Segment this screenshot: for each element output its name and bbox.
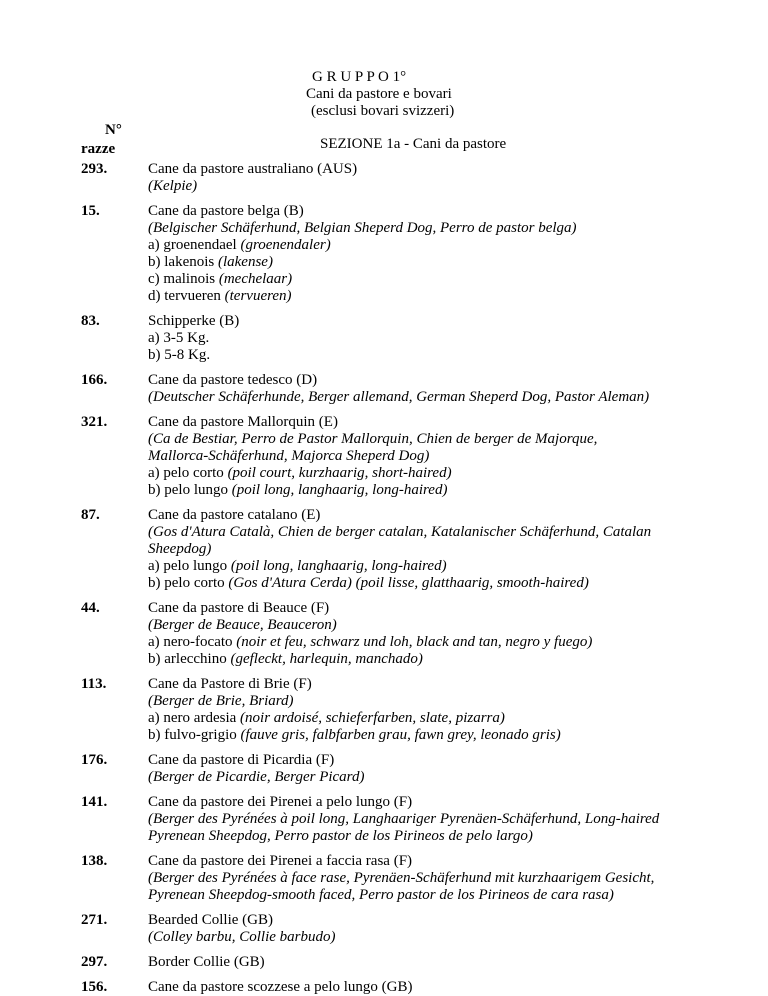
breed-detail-line	[148, 870, 708, 887]
breed-number: 15.	[81, 203, 100, 219]
breed-number: 44.	[81, 600, 100, 616]
breed-description	[148, 752, 708, 786]
breed-number: 138.	[81, 853, 108, 869]
breed-name	[148, 313, 708, 330]
breed-text: Schipperke (B)	[148, 313, 240, 329]
breed-number: 271.	[81, 912, 108, 928]
breed-detail-line	[148, 558, 708, 575]
breed-detail-line	[148, 220, 708, 237]
breed-detail-line	[148, 431, 708, 448]
breed-number: 83.	[81, 313, 100, 329]
breed-translation: (groenendaler)	[240, 237, 331, 253]
breed-description	[148, 600, 708, 668]
breed-name	[148, 954, 708, 971]
breed-detail-line	[148, 330, 708, 347]
group-note: (esclusi bovari svizzeri)	[311, 103, 455, 119]
breed-text: b) lakenois	[148, 254, 218, 270]
group-title: G R U P P O 1°	[312, 69, 407, 85]
breed-translation: (noir ardoisé, schieferfarben, slate, pizarra)	[240, 710, 505, 726]
breed-name	[148, 676, 708, 693]
breed-text: b) 5-8 Kg.	[148, 347, 211, 363]
breed-description	[148, 954, 708, 971]
breed-text: b) fulvo-grigio	[148, 727, 241, 743]
column-header-number: N°	[105, 122, 122, 138]
breed-text: b) arlecchino	[148, 651, 231, 667]
breed-text: b) pelo lungo	[148, 482, 232, 498]
breed-translation: (poil long, langhaarig, long-haired)	[230, 558, 447, 574]
section-title: SEZIONE 1a - Cani da pastore	[320, 136, 507, 152]
breed-text: Border Collie (GB)	[148, 954, 265, 970]
breed-name	[148, 794, 708, 811]
breed-text: Cane da pastore di Beauce (F)	[148, 600, 330, 616]
breed-description	[148, 912, 708, 946]
breed-detail-line	[148, 178, 708, 195]
breed-text: Cane da pastore australiano (AUS)	[148, 161, 358, 177]
breed-text: a) nero ardesia	[148, 710, 241, 726]
breed-detail-line	[148, 575, 708, 592]
breed-name	[148, 372, 708, 389]
breed-translation: (mechelaar)	[218, 271, 293, 287]
breed-detail-line	[148, 448, 708, 465]
breed-text: a) pelo corto	[148, 465, 228, 481]
breed-name	[148, 507, 708, 524]
breed-description	[148, 313, 708, 364]
breed-translation: (Gos d'Atura Català, Chien de berger catalan, Katalanischer Schäferhund, Catalan	[148, 524, 652, 540]
breed-detail-line	[148, 288, 708, 305]
breed-name	[148, 414, 708, 431]
breed-description	[148, 794, 708, 845]
breed-number: 166.	[81, 372, 108, 388]
breed-text: c) malinois	[148, 271, 219, 287]
breed-text: a) 3-5 Kg.	[148, 330, 210, 346]
breed-description	[148, 203, 708, 305]
breed-text: Cane da pastore di Picardia (F)	[148, 752, 335, 768]
breed-detail-line	[148, 634, 708, 651]
breed-detail-line	[148, 237, 708, 254]
breed-description	[148, 507, 708, 592]
breed-name	[148, 912, 708, 929]
breed-translation: (Berger des Pyrénées à face rase, Pyrenäen-Schäferhund mit kurzhaarigem Gesicht,	[148, 870, 655, 886]
breed-detail-line	[148, 828, 708, 845]
breed-translation: (Berger de Picardie, Berger Picard)	[148, 769, 365, 785]
breed-detail-line	[148, 811, 708, 828]
breed-detail-line	[148, 693, 708, 710]
breed-text: Cane da pastore tedesco (D)	[148, 372, 318, 388]
breed-text: Cane da pastore dei Pirenei a faccia rasa (F)	[148, 853, 413, 869]
breed-text: b) pelo corto	[148, 575, 229, 591]
breed-detail-line	[148, 710, 708, 727]
breed-detail-line	[148, 617, 708, 634]
breed-translation: Pyrenean Sheepdog-smooth faced, Perro pastor de los Pirineos de cara rasa)	[148, 887, 614, 903]
breed-translation: (Berger des Pyrénées à poil long, Langhaariger Pyrenäen-Schäferhund, Long-haired	[148, 811, 660, 827]
breed-number: 293.	[81, 161, 108, 177]
breed-name	[148, 161, 708, 178]
breed-text: a) pelo lungo	[148, 558, 231, 574]
breed-detail-line	[148, 271, 708, 288]
breed-translation: (Berger de Brie, Briard)	[148, 693, 294, 709]
breed-text: Cane da Pastore di Brie (F)	[148, 676, 312, 692]
breed-translation: (tervueren)	[224, 288, 292, 304]
breed-text: Cane da pastore belga (B)	[148, 203, 304, 219]
breed-detail-line	[148, 254, 708, 271]
breed-detail-line	[148, 541, 708, 558]
breed-text: Cane da pastore catalano (E)	[148, 507, 321, 523]
breed-description	[148, 372, 708, 406]
breed-name	[148, 752, 708, 769]
breed-translation: (Ca de Bestiar, Perro de Pastor Mallorquin, Chien de berger de Majorque,	[148, 431, 598, 447]
breed-translation: (gefleckt, harlequin, manchado)	[230, 651, 423, 667]
breed-text: Cane da pastore Mallorquin (E)	[148, 414, 338, 430]
breed-detail-line	[148, 887, 708, 904]
breed-text: Cane da pastore dei Pirenei a pelo lungo (F)	[148, 794, 413, 810]
breed-translation: Sheepdog)	[148, 541, 212, 557]
breed-detail-line	[148, 389, 708, 406]
breed-detail-line	[148, 769, 708, 786]
breed-description	[148, 414, 708, 499]
breed-number: 156.	[81, 979, 108, 995]
breed-text: a) nero-focato	[148, 634, 237, 650]
breed-number: 87.	[81, 507, 100, 523]
breed-description	[148, 979, 708, 996]
breed-number: 141.	[81, 794, 108, 810]
breed-description	[148, 853, 708, 904]
breed-translation: (fauve gris, falbfarben grau, fawn grey, leonado gris)	[240, 727, 561, 743]
breed-detail-line	[148, 651, 708, 668]
breed-translation: (Belgischer Schäferhund, Belgian Sheperd Dog, Perro de pastor belga)	[148, 220, 577, 236]
breed-name	[148, 853, 708, 870]
breed-detail-line	[148, 727, 708, 744]
breed-detail-line	[148, 524, 708, 541]
breed-description	[148, 161, 708, 195]
breed-number: 176.	[81, 752, 108, 768]
breed-number: 113.	[81, 676, 107, 692]
breed-translation: (noir et feu, schwarz und loh, black and tan, negro y fuego)	[236, 634, 593, 650]
breed-name	[148, 979, 708, 996]
breed-detail-line	[148, 929, 708, 946]
breed-detail-line	[148, 465, 708, 482]
breed-number: 297.	[81, 954, 108, 970]
breed-detail-line	[148, 482, 708, 499]
breed-text: Cane da pastore scozzese a pelo lungo (GB)	[148, 979, 413, 995]
breed-translation: (Colley barbu, Collie barbudo)	[148, 929, 336, 945]
breed-translation: (Deutscher Schäferhunde, Berger allemand, German Sheperd Dog, Pastor Aleman)	[148, 389, 650, 405]
breed-name	[148, 203, 708, 220]
breed-translation: (Gos d'Atura Cerda) (poil lisse, glatthaarig, smooth-haired)	[228, 575, 589, 591]
breed-translation: (lakense)	[217, 254, 273, 270]
breed-translation: Mallorca-Schäferhund, Majorca Sheperd Dog)	[148, 448, 430, 464]
breed-name	[148, 600, 708, 617]
breed-translation: (Kelpie)	[148, 178, 198, 194]
breed-translation: (poil court, kurzhaarig, short-haired)	[227, 465, 452, 481]
group-subtitle: Cani da pastore e bovari	[306, 86, 452, 102]
breed-translation: (poil long, langhaarig, long-haired)	[231, 482, 448, 498]
breed-translation: Pyrenean Sheepdog, Perro pastor de los Pirineos de pelo largo)	[148, 828, 533, 844]
breed-detail-line	[148, 347, 708, 364]
breed-description	[148, 676, 708, 744]
breed-translation: (Berger de Beauce, Beauceron)	[148, 617, 337, 633]
breed-text: a) groenendael	[148, 237, 241, 253]
breed-number: 321.	[81, 414, 108, 430]
breed-text: Bearded Collie (GB)	[148, 912, 273, 928]
breed-text: d) tervueren	[148, 288, 225, 304]
column-header-label: razze	[81, 141, 116, 157]
